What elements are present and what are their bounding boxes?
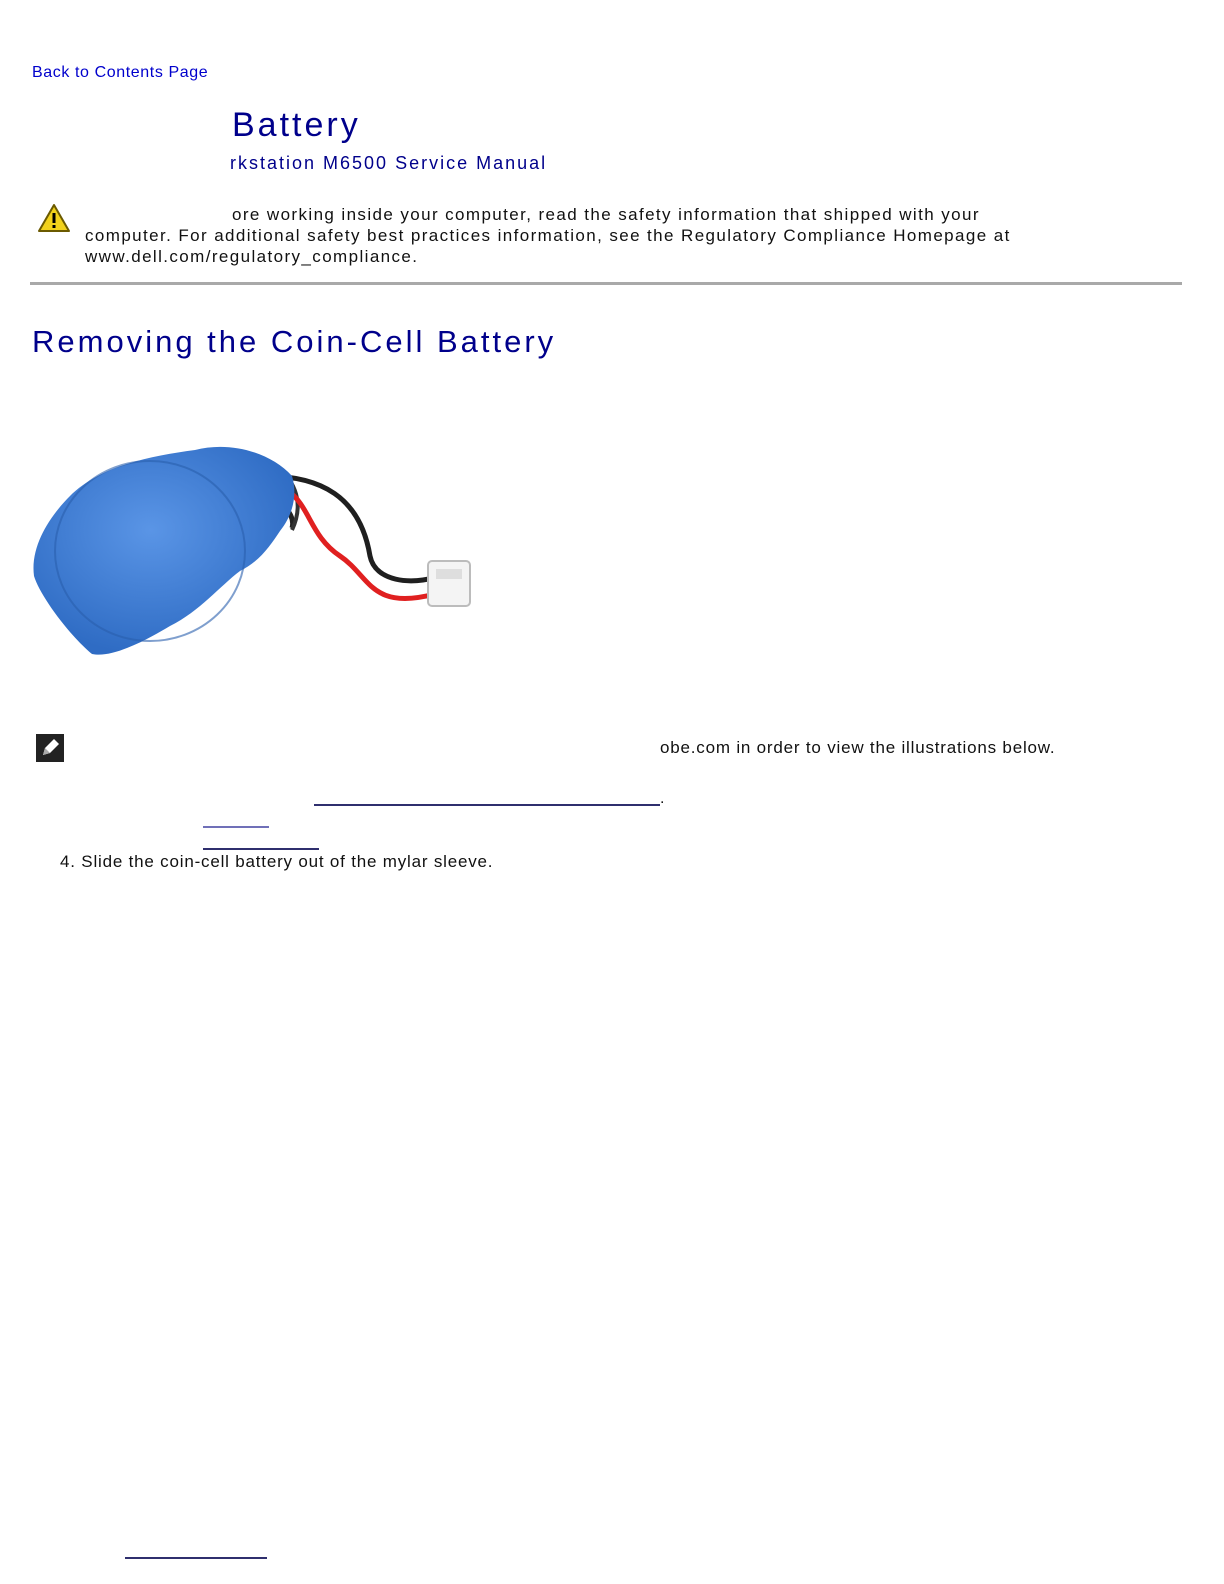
bottom-link[interactable] bbox=[125, 1557, 267, 1559]
back-to-contents-link[interactable]: Back to Contents Page bbox=[32, 64, 209, 81]
warning-triangle-icon bbox=[37, 203, 71, 233]
step-3b-link[interactable] bbox=[203, 848, 319, 850]
step-3-link[interactable] bbox=[203, 826, 269, 828]
coin-cell-battery-image bbox=[30, 436, 480, 668]
step-2-link[interactable] bbox=[314, 804, 660, 806]
caution-text-line: computer. For additional safety best practices information, see the Regulatory Compliance Homepage at bbox=[85, 226, 1011, 245]
caution-text-line: www.dell.com/regulatory_compliance. bbox=[85, 247, 419, 266]
section-divider bbox=[30, 282, 1182, 285]
note-pencil-icon bbox=[36, 734, 64, 762]
step-4-text: 4. Slide the coin-cell battery out of the mylar sleeve. bbox=[60, 852, 494, 871]
step-2-period: . bbox=[660, 790, 665, 807]
note-text: obe.com in order to view the illustrations below. bbox=[660, 738, 1056, 757]
caution-text-line: ore working inside your computer, read the safety information that shipped with your bbox=[232, 205, 980, 224]
page-title: Battery bbox=[232, 106, 361, 144]
section-heading: Removing the Coin-Cell Battery bbox=[32, 324, 557, 359]
page-subtitle: rkstation M6500 Service Manual bbox=[230, 153, 548, 173]
